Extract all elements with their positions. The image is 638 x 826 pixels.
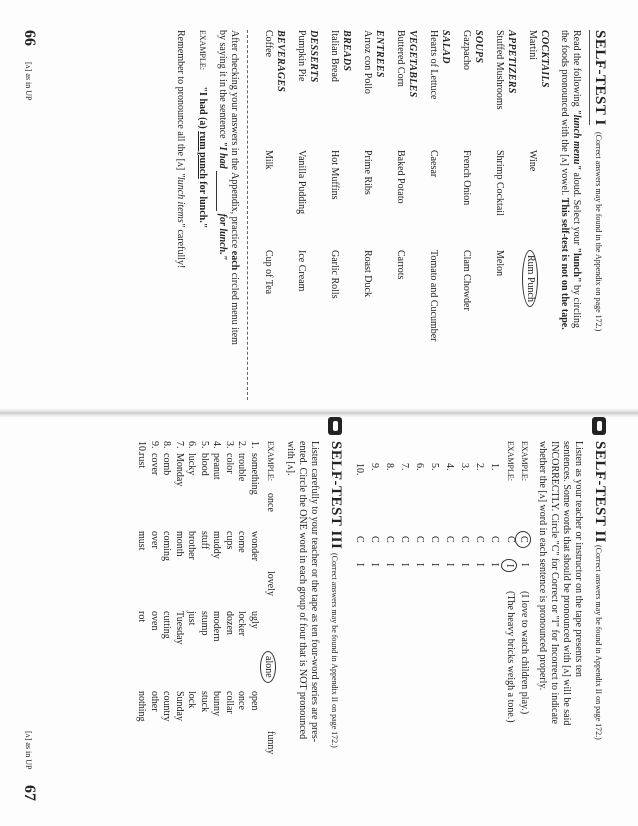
dashed-divider [247, 30, 248, 400]
choice-i: I [414, 563, 425, 567]
word-choice: stuff [199, 531, 210, 550]
word-choice: over [149, 531, 160, 549]
cassette-icon [328, 417, 342, 435]
choice-i: I [474, 563, 485, 567]
menu-item: Tomato and Cucumber [428, 250, 439, 342]
answer-row [365, 463, 380, 763]
word-choice: month [174, 531, 185, 557]
word-choice: something [249, 453, 260, 495]
row-number: 9. [369, 463, 380, 471]
menu-item: Melon [494, 250, 505, 277]
word-choice: wonder [249, 531, 260, 561]
answer-row [440, 463, 455, 763]
menu-section-header: ENTREES [374, 30, 385, 78]
word-choice: other [149, 691, 160, 712]
self-test-2-title: SELF-TEST II [592, 441, 608, 544]
word-choice: peanut [211, 453, 223, 480]
choice-i: I [384, 563, 395, 567]
word-group-row [160, 441, 173, 811]
menu-item: Wine [527, 150, 538, 172]
word-choice: come [236, 531, 248, 553]
choice-c: C [399, 536, 410, 543]
menu-item: Martini [527, 30, 538, 60]
menu-item: Cup of Tea [263, 250, 274, 295]
word-choice: blood [199, 453, 210, 476]
word-choice: modern [211, 611, 223, 642]
answer-row [350, 463, 365, 763]
choice-c: C [414, 536, 425, 543]
self-test-2-example-2: EXAMPLE: C I (The heavy bricks weigh a tone.) [504, 441, 516, 481]
example-row [262, 441, 276, 811]
menu-section-header: APPETIZERS [506, 30, 517, 94]
self-test-3-rows [135, 441, 260, 811]
self-test-1-note: (Correct answers may be found in the Appendix on page 172.) [594, 132, 603, 332]
menu-item: Milk [263, 150, 274, 170]
menu-item: Carrots [395, 250, 406, 280]
menu-section [451, 30, 484, 400]
word-choice: stuck [199, 691, 210, 713]
word-choice: muddy [211, 531, 223, 559]
answer-row [470, 463, 485, 763]
example-word: lovely [265, 571, 276, 596]
menu-section [484, 30, 517, 400]
menu-section-header: BREADS [341, 30, 352, 72]
choice-i: I [354, 563, 365, 567]
menu-item: Garlic Rolls [329, 250, 340, 299]
word-group-row [248, 441, 261, 811]
choice-c: C [459, 536, 470, 543]
word-group-row [185, 441, 198, 811]
menu-item: Rum Punch [522, 250, 538, 307]
word-choice: cups [224, 531, 235, 550]
word-choice: rust [136, 453, 148, 468]
menu-section [253, 30, 286, 400]
menu-section-header: SALAD [440, 30, 451, 64]
page-66: SELF-TEST I (Correct answers may be found in the Appendix on page 172.) Read the following "lunch menu" aloud. Select your "lunch" by circling the foods pronounced with the [ʌ] vowel. This self-test is not on the tape. COCKTAILS Martini Wine Rum Punch APPETIZERS Stuffed Mushrooms Shrimp Cocktail Melon SOUPS Gazpacho French Onion Clam Chowder SALAD Hearts of Lettuce Caesar Tomato and Cucumber VEGETABLES Buttered Corn Baked Potato Carrots ENTREES Arroz con Pollo Prime Ribs Roast Duck BREADS Italian Bread Hot Muffins Garlic Rolls DESSERTS Pumpkin Pie Vanilla Pudding Ice Cream BEVERAGES Coffee Milk Cup of Tea After checking your answers in the Appendix, practice each circled menu item by saying it in the sentence "I had for lunch." EXAMPLE: "I had (a) rum punch for lunch." Remember to pronounce all the [ʌ] "lunch items" carefully! 66 [ʌ] as in UP [0, 0, 638, 413]
title-underline [589, 30, 590, 125]
instruction-line: Listen as your teacher or instructor on the tape presents ten [573, 441, 584, 678]
menu-section [517, 30, 550, 400]
menu-item: Baked Potato [395, 150, 406, 204]
menu-item: Buttered Corn [395, 30, 406, 87]
lunch-menu [253, 30, 550, 400]
circled-i: I [501, 559, 517, 572]
menu-item: Pumpkin Pie [296, 30, 307, 82]
instruction-line: Listen carefully to your teacher or the tape as ten four-word series are pres- [309, 441, 320, 743]
self-test-3-note: (Correct answers may be found in Appendix II on page 172.) [330, 553, 339, 748]
row-number: 3. [459, 463, 470, 471]
word-choice: country [161, 691, 173, 722]
menu-item: Hot Muffins [329, 150, 340, 200]
example-sentence: EXAMPLE: "I had (a) rum punch for lunch." [197, 30, 208, 229]
menu-item: Clam Chowder [461, 250, 472, 311]
choice-c: C [489, 536, 500, 543]
cassette-icon [592, 417, 606, 435]
row-number: 7. [399, 463, 410, 471]
self-test-2-answers [350, 463, 500, 763]
word-choice: bunny [211, 691, 223, 716]
page-number-67: 67 [21, 785, 38, 801]
choice-c: C [384, 536, 395, 543]
word-choice: collar [224, 691, 235, 714]
menu-section [286, 30, 319, 400]
menu-section [418, 30, 451, 400]
menu-section-header: BEVERAGES [275, 30, 286, 93]
word-choice: Sunday [174, 691, 185, 721]
row-number: 10. [354, 463, 365, 476]
answer-row [380, 463, 395, 763]
answer-row [485, 463, 500, 763]
example-word: funny [265, 731, 276, 755]
instruction-line: INCORRECTLY. Circle "C" for Correct or "I" for Incorrect to indicate [549, 441, 560, 725]
self-test-3-example [262, 441, 276, 811]
row-number: 5. [199, 441, 210, 449]
choice-i: I [459, 563, 470, 567]
word-group-row [235, 441, 248, 811]
word-choice: ugly [249, 611, 260, 629]
row-number: 1. [489, 463, 500, 471]
word-choice: cover [149, 453, 160, 476]
row-number: 9. [149, 441, 160, 449]
instruction-line: sentences. Some words that should be pronounced with [ʌ] will be said [561, 441, 572, 726]
self-test-2-note: (Correct answers may be found in Appendix II on page 172.) [594, 545, 603, 740]
row-number: 4. [444, 463, 455, 471]
menu-section [319, 30, 352, 400]
word-choice: dozen [224, 611, 235, 635]
word-choice: locker [236, 611, 248, 636]
word-group-row [198, 441, 211, 811]
word-choice: lucky [186, 453, 198, 476]
self-test-1-instructions: Read the following "lunch menu" aloud. Select your "lunch" by circling [571, 30, 582, 329]
row-number: 6. [414, 463, 425, 471]
choice-i: I [399, 563, 410, 567]
menu-item: Arroz con Pollo [362, 30, 373, 94]
answer-row [395, 463, 410, 763]
menu-item: Ice Cream [296, 250, 307, 292]
menu-item: Prime Ribs [362, 150, 373, 195]
word-choice: just [186, 611, 198, 626]
answer-blank [216, 171, 226, 211]
self-test-3-title: SELF-TEST III [328, 441, 344, 550]
choice-c: C [474, 536, 485, 543]
page-footer-right: [ʌ] as in UP [24, 731, 33, 770]
self-test-3-instructions [284, 441, 320, 742]
instruction-line: with [ʌ]. [285, 441, 296, 476]
menu-item: Hearts of Lettuce [428, 30, 439, 100]
word-choice: nothing [136, 691, 148, 722]
after-instructions: After checking your answers in the Appendix, practice each circled menu item [229, 30, 240, 345]
menu-section-header: SOUPS [473, 30, 484, 64]
circled-c: C [515, 531, 531, 548]
page-67 [0, 413, 638, 826]
word-choice: rot [136, 611, 148, 623]
choice-c: C [429, 536, 440, 543]
word-group-row [173, 441, 186, 811]
word-choice: lock [186, 691, 198, 709]
menu-item: Shrimp Cocktail [494, 150, 505, 216]
row-number: 1. [249, 441, 260, 449]
word-choice: stump [199, 611, 210, 636]
row-number: 8. [161, 441, 173, 449]
menu-section [385, 30, 418, 400]
answer-row [455, 463, 470, 763]
self-test-1-title: SELF-TEST I [592, 30, 608, 126]
word-choice: color [224, 453, 235, 474]
word-group-row [148, 441, 161, 811]
answer-row [425, 463, 440, 763]
menu-item: Coffee [263, 30, 274, 58]
choice-c: C [369, 536, 380, 543]
word-choice: oven [149, 611, 160, 631]
row-number: 8. [384, 463, 395, 471]
word-choice: open [249, 691, 260, 711]
choice-i: I [369, 563, 380, 567]
word-choice: Tuesday [174, 611, 185, 645]
example-label: EXAMPLE: [266, 441, 275, 481]
menu-section-header: VEGETABLES [407, 30, 418, 98]
word-group-row [223, 441, 236, 811]
menu-section-header: DESSERTS [308, 30, 319, 83]
row-number: 2. [474, 463, 485, 471]
page-footer-left: [ʌ] as in UP [24, 62, 33, 101]
word-choice: Monday [174, 453, 185, 487]
example-word: alone [260, 651, 276, 683]
word-group-row [135, 441, 148, 811]
menu-section [352, 30, 385, 400]
row-number: 2. [236, 441, 248, 449]
page-number-66: 66 [21, 30, 38, 46]
choice-i: I [489, 563, 500, 567]
word-choice: once [236, 691, 248, 710]
menu-item: Vanilla Pudding [296, 150, 307, 215]
word-choice: brother [186, 531, 198, 560]
menu-item: Roast Duck [362, 250, 373, 297]
word-choice: trouble [236, 453, 248, 482]
row-number: 4. [211, 441, 223, 449]
menu-item: Gazpacho [461, 30, 472, 70]
menu-item: Caesar [428, 150, 439, 178]
menu-section-header: COCKTAILS [539, 30, 550, 88]
self-test-2-instructions [536, 441, 584, 725]
row-number: 5. [429, 463, 440, 471]
word-choice: coming [161, 531, 173, 561]
self-test-2-example-1: EXAMPLE: C I (I love to watch children play.) [518, 441, 530, 481]
row-number: 7. [174, 441, 185, 449]
answer-row [410, 463, 425, 763]
remember-note: Remember to pronounce all the [ʌ] "lunch items" carefully! [175, 30, 186, 269]
word-choice: cutting [161, 611, 173, 639]
choice-i: I [429, 563, 440, 567]
menu-item: Italian Bread [329, 30, 340, 82]
instruction-line: ented. Circle the ONE word in each group of four that is NOT pronounced [297, 441, 308, 740]
instruction-line: whether the [ʌ] word in each sentence is pronounced properly. [537, 441, 548, 691]
example-word: once [265, 493, 276, 512]
choice-c: C [354, 536, 365, 543]
word-group-row [210, 441, 223, 811]
choice-c: C [444, 536, 455, 543]
word-choice: comb [161, 453, 173, 476]
menu-item: French Onion [461, 150, 472, 206]
row-number: 3. [224, 441, 235, 449]
choice-i: I [444, 563, 455, 567]
row-number: 6. [186, 441, 198, 449]
menu-item: Stuffed Mushrooms [494, 30, 505, 110]
word-choice: must [136, 531, 148, 551]
row-number: 10. [136, 441, 148, 454]
